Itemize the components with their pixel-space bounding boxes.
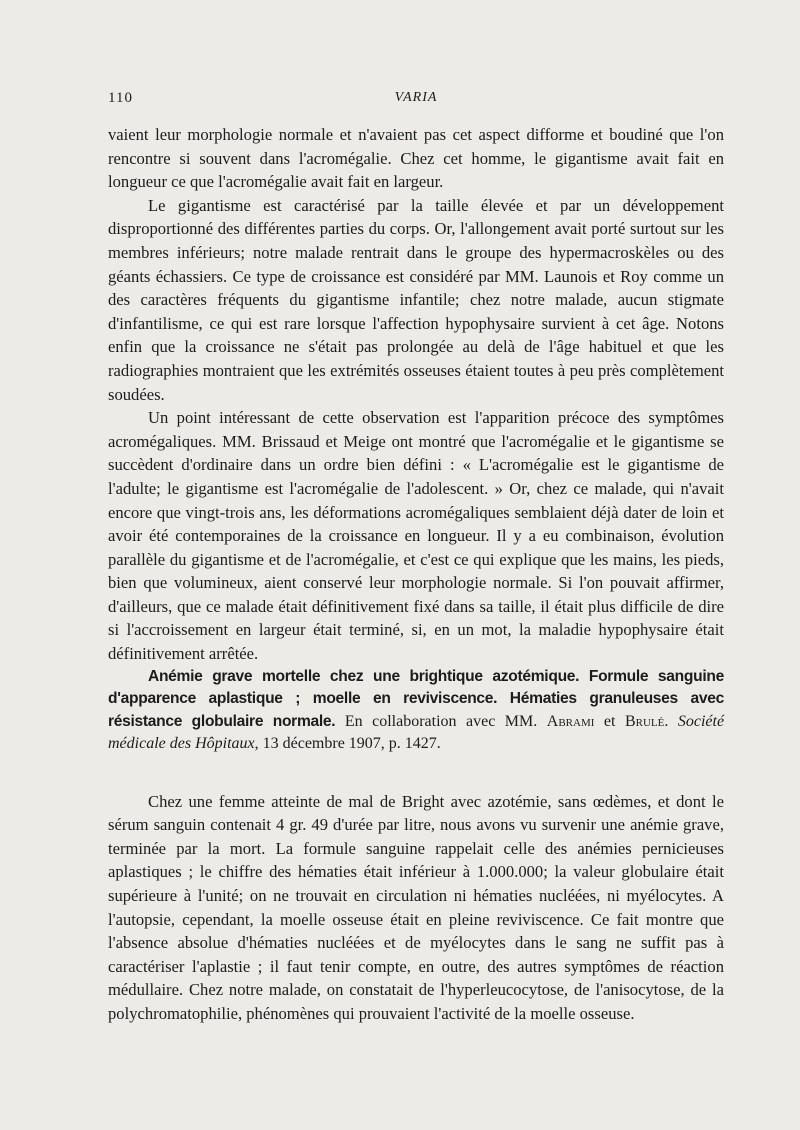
- journal-name: Société médicale des Hôpitaux: [108, 712, 725, 753]
- paragraph-anemie: Chez une femme atteinte de mal de Bright avec azotémie, sans œdèmes, et dont le sérum sanguin contenait 4 gr. 49 d'urée par litre, nous avons vu survenir une anémie grave, terminée par la mort. La formule sanguine rappelait celle des anémies pernicieuses aplastiques ; le chiffre des hématies était inférieur à 1.000.000; la valeur globulaire était supérieure à l'unité; on ne trouvait en circulation ni hématies nucléées, ni myélocytes. A l'autopsie, cependant, la moelle osseuse était en pleine reviviscence. Ce fait montre que l'absence absolue d'hématies nucléées et de myélocytes dans le sang ne suffit pas à caractériser l'aplastie ; il faut tenir compte, en outre, des autres symptômes de réaction médullaire. Chez notre malade, on constatait de l'hyperleucocytose, de l'anisocytose, de la polychromatophilie, phénomènes qui prouvaient l'activité de la moelle osseuse.: [108, 791, 724, 1023]
- paragraph-acromegalie: Un point intéressant de cette observation est l'apparition précoce des symptômes acromégaliques. MM. Brissaud et Meige ont montré que l'acromégalie et le gigantisme se succèdent d'ordinaire dans un ordre bien défini : « L'acromégalie est le gigantisme de l'adulte; le gigantisme est l'acromégalie de l'adolescent. » Or, chez ce malade, qui n'avait encore que vingt-trois ans, les déformations acromégaliques semblaient déjà dater de loin et avoir été contemporaines de la croissance en longueur. Il y a eu combinaison, évolution parallèle du gigantisme et de l'acromégalie, et c'est ce qui explique que les mains, les pieds, bien que volumineux, aient conservé leur morphologie normale. Si l'on pouvait affirmer, d'ailleurs, que ce malade était définitivement fixé dans sa taille, il était plus difficile de dire si l'accroissement en largeur était terminé, si, en un mot, la maladie hypophysaire était définitivement arrêtée.: [108, 408, 724, 664]
- section-gap: [108, 756, 724, 790]
- author-brule: Brulé: [624, 712, 665, 730]
- running-head: VARIA: [394, 90, 438, 105]
- page-number: 110: [108, 90, 133, 106]
- publication-date: , 13 décembre 1907, p. 1427.: [254, 735, 441, 753]
- author-conjunction: et: [603, 712, 616, 730]
- paragraph-gigantisme: Le gigantisme est caractérisé par la taille élevée et par un développement disproportionné des différentes parties du corps. Or, l'allongement avait porté surtout sur les membres inférieurs; notre malade rentrait dans le groupe des hypermacroskèles ou des géants échassiers. Ce type de croissance est considéré par MM. Launois et Roy comme un des caractères fréquents du gigantisme infantile; chez notre malade, aucun stigmate d'infantilisme, ce qui est rare lorsque l'affection hypophysaire survient à cet âge. Notons enfin que la croissance ne s'était pas prolongée au delà de l'âge habituel et que les radiographies montraient que les extrémités osseuses étaient toutes à peu près complètement soudées.: [108, 195, 724, 404]
- author-abrami: Abrami: [546, 712, 595, 730]
- article-heading: Anémie grave mortelle chez une brightique azotémique. Formule sanguine d'apparence aplastique ; moelle en reviviscence. Hématies granuleuses avec résistance globulaire normale. En collaboration avec MM. Abrami et Brulé. Société médicale des Hôpitaux, 13 décembre 1907, p. 1427.: [108, 667, 725, 753]
- paragraph-continuation: vaient leur morphologie normale et n'avaient pas cet aspect difforme et boudiné que l'on rencontre si souvent dans l'acromégalie. Chez cet homme, le gigantisme avait fait en longueur ce que l'acromégalie avait fait en largeur.: [108, 125, 724, 192]
- page-header: [108, 90, 724, 112]
- collaboration-prefix: En collaboration avec MM.: [344, 712, 538, 730]
- article-title: Anémie grave mortelle chez une brightique azotémique. Formule sanguine d'apparence aplastique ; moelle en reviviscence. Hématies granuleuses avec résistance globulaire normale.: [108, 667, 724, 730]
- page-body: [108, 123, 724, 1026]
